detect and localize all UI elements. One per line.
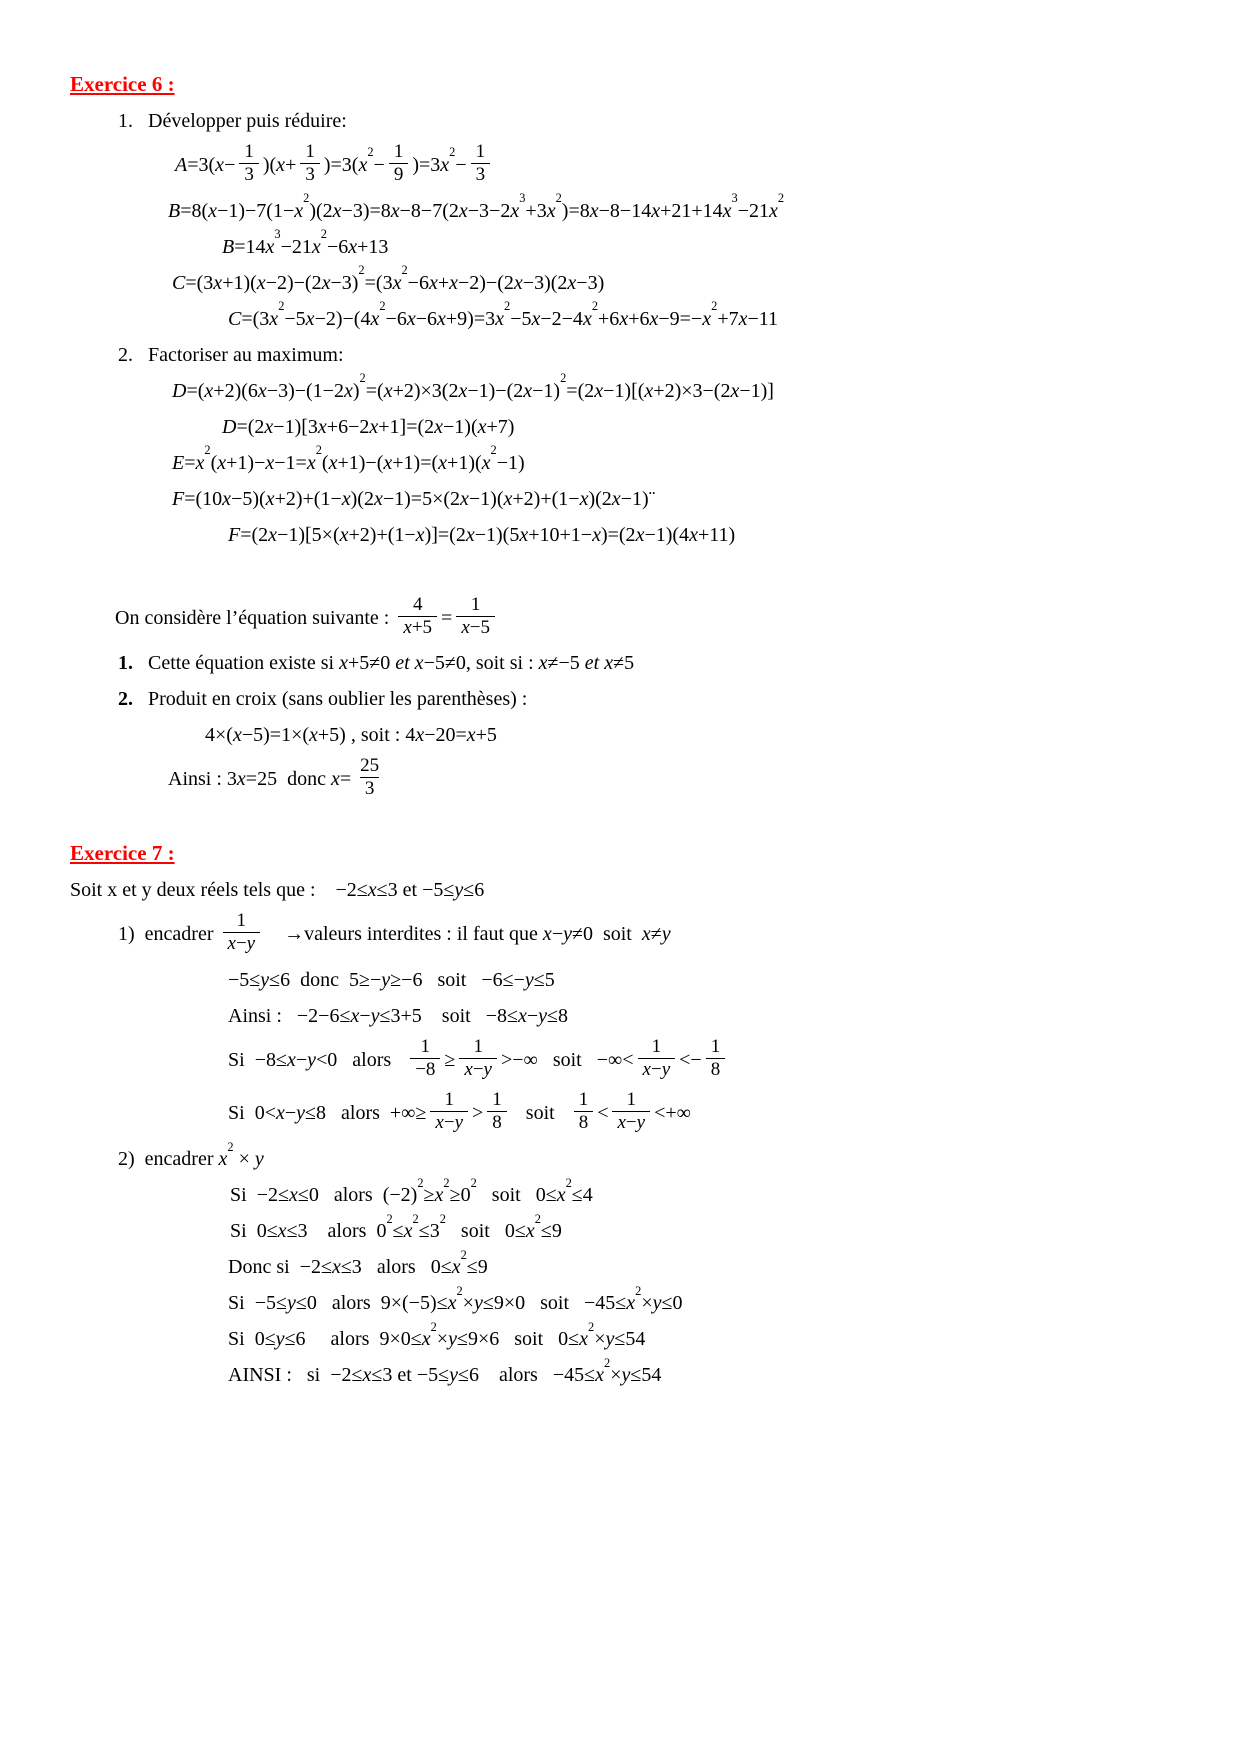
math-expression: $-45\le x^2\times y\le 54$	[552, 1355, 662, 1387]
math-expression: x+5	[403, 616, 433, 638]
text-run: 2) encadrer	[118, 1148, 219, 1171]
math-expression: 3	[305, 163, 315, 185]
math-expression: 1	[444, 1089, 454, 1111]
text-run	[264, 923, 284, 945]
math-expression: )$=3(x^2-$	[323, 145, 385, 176]
math-expression: )(x+	[262, 153, 297, 176]
math-expression: >	[472, 1102, 484, 1125]
math-expression: $(-2)^2\ge x^2\ge 0^2$	[382, 1175, 477, 1207]
math-line	[228, 299, 1240, 333]
math-expression: $B=8(x-1)-7(1-x^2)(2x-3)=8x-8-7(2x-3-2x^3+3x^2)=8x-8-14x+21+14x^3-21x^2$	[168, 191, 785, 222]
text-run: valeurs interdites : il faut que	[304, 923, 543, 945]
math-line	[228, 1089, 1240, 1137]
section-exercice-6	[0, 70, 1240, 549]
math-line	[228, 1003, 1240, 1030]
math-expression: x−y	[464, 1058, 492, 1080]
text-run: AINSI : si	[228, 1364, 331, 1387]
math-expression: 4	[412, 593, 423, 615]
math-line	[118, 342, 1240, 369]
math-expression: 1	[651, 1035, 662, 1057]
math-expression: >−∞	[500, 1048, 538, 1071]
math-expression: x−y	[435, 1112, 464, 1134]
math-expression: −8≤x−y≤8	[485, 1004, 568, 1027]
math-line	[168, 191, 1240, 225]
text-run: Produit en croix (sans oublier les parenthèses) :	[133, 688, 528, 711]
math-expression: $9\times(-5)\le x^2\times y\le 9\times 0$	[380, 1283, 526, 1315]
text-run: et	[397, 879, 423, 902]
math-expression: 1	[710, 1035, 721, 1057]
math-expression: x−y	[617, 1112, 646, 1134]
math-expression: −8≤x−y<0	[254, 1048, 338, 1071]
text-run: Si	[228, 1102, 255, 1125]
text-run: Si	[228, 1328, 255, 1351]
math-expression: $9\times 0\le x^2\times y\le 9\times 6$	[379, 1319, 500, 1351]
math-expression: −5≤y≤0	[254, 1292, 317, 1315]
math-line	[230, 1211, 1240, 1245]
math-expression: 8	[578, 1112, 589, 1134]
math-expression: $C=(3x^2-5x-2)-(4x^2-6x-6x+9)=3x^2-5x-2-4x^2+6x+6x-9=-x^2+7x-11$	[228, 299, 779, 330]
math-expression: 0≤x≤3	[256, 1220, 308, 1243]
exercise-heading-label: Exercice 6 :	[70, 72, 175, 96]
math-expression: −5≤y≤6	[422, 879, 485, 902]
text-run: soit	[592, 923, 642, 945]
math-line	[228, 1247, 1240, 1281]
math-expression: )$=3x^2-$	[412, 145, 467, 176]
section-equation	[0, 593, 1240, 803]
text-run: On considère l’équation suivante :	[115, 606, 395, 629]
text-run: soit	[499, 1328, 559, 1351]
math-line	[172, 263, 1240, 297]
text-run: et	[392, 1364, 417, 1387]
text-run: Donc si	[228, 1256, 300, 1279]
fraction	[239, 141, 259, 186]
math-expression: $x^2 \times y$	[218, 1139, 264, 1171]
math-expression: 9	[393, 163, 404, 185]
math-line	[228, 522, 1240, 549]
fraction	[223, 910, 261, 955]
text-run: Si	[230, 1184, 257, 1207]
text-run: Si	[228, 1292, 255, 1315]
text-run: alors	[316, 1292, 381, 1315]
fraction	[398, 594, 437, 639]
section-exercice-7	[0, 839, 1240, 1389]
math-line	[205, 722, 1240, 749]
math-expression: $B=14x^3-21x^2-6x+13$	[222, 227, 389, 258]
text-run: Si	[230, 1220, 257, 1243]
fraction	[300, 141, 320, 186]
math-expression: ≥	[444, 1048, 456, 1071]
text-run: soit	[476, 1184, 536, 1207]
math-expression: 5≥−y≥−6	[349, 968, 423, 991]
math-line	[172, 486, 1240, 513]
math-expression: 4x−20=x+5	[405, 724, 497, 747]
math-expression: −2≤x≤3	[299, 1256, 362, 1279]
text-run: alors	[305, 1328, 380, 1351]
math-expression: x=	[330, 768, 352, 791]
text-run: Si	[228, 1048, 255, 1071]
math-expression: −2−6≤x−y≤3+5	[296, 1004, 422, 1027]
fraction	[612, 1089, 650, 1134]
fraction	[410, 1036, 440, 1081]
text-run: donc	[277, 768, 331, 791]
math-line	[118, 650, 1240, 677]
fraction	[355, 755, 384, 800]
math-expression: $0\le x^2\le 9$	[504, 1211, 562, 1243]
math-expression: 8	[492, 1112, 502, 1134]
math-expression: 1	[578, 1089, 589, 1111]
math-expression: $-45\le x^2\times y\le 0$	[584, 1283, 683, 1315]
math-expression: x≠y	[641, 923, 671, 945]
text-run: 1. Développer puis réduire:	[118, 110, 347, 132]
math-expression: <−	[679, 1048, 702, 1071]
math-line	[175, 141, 1240, 189]
math-expression: 1	[393, 141, 404, 162]
text-run: 1) encadrer	[118, 923, 219, 945]
math-expression: 1	[244, 141, 254, 162]
math-expression: +∞≥	[389, 1102, 427, 1125]
math-expression: D=(2x−1)[3x+6−2x+1]=(2x−1)(x+7)	[222, 415, 515, 438]
math-expression: 25	[360, 755, 380, 777]
fraction	[389, 141, 409, 186]
math-expression: x≠−5 et x≠5	[538, 652, 635, 675]
math-expression: 1	[492, 1089, 502, 1111]
math-expression: −5≤y≤6	[228, 968, 291, 991]
math-line	[118, 1139, 1240, 1173]
math-expression: 1	[236, 910, 247, 932]
math-expression: $0^2\le x^2\le 3^2$	[376, 1211, 446, 1243]
arrow-icon: →	[284, 923, 305, 945]
math-expression: F=(10x−5)(x+2)+(1−x)(2x−1)=5×(2x−1)(x+2)+(1−x)(2x−1)¨	[172, 487, 656, 510]
math-expression: 3	[475, 163, 486, 185]
math-line	[70, 877, 1240, 904]
math-expression: F=(2x−1)[5×(x+2)+(1−x)]=(2x−1)(5x+10+1−x)=(2x−1)(4x+11)	[228, 523, 736, 546]
fraction	[430, 1089, 468, 1134]
math-line	[228, 967, 1240, 994]
text-run: soit	[422, 968, 482, 991]
math-line	[222, 227, 1240, 261]
math-expression: 0≤y≤6	[254, 1328, 306, 1351]
text-run: , soit si :	[465, 652, 539, 675]
math-expression: −5≤y≤6	[416, 1364, 479, 1387]
math-expression: $D=(x+2)(6x-3)-(1-2x)^2=(x+2)\times 3(2x-1)-(2x-1)^2=(2x-1)[(x+2)\times 3-(2x-1)]$	[172, 371, 774, 402]
math-expression: <	[597, 1102, 609, 1125]
math-expression: x−y	[227, 932, 256, 954]
text-run: donc	[290, 968, 350, 991]
bold-text-run: 1.	[118, 652, 133, 675]
math-expression: 1	[473, 1035, 483, 1057]
exercise-heading-label: Exercice 7 :	[70, 841, 175, 866]
text-run: 2. Factoriser au maximum:	[118, 343, 344, 366]
text-run: , soit :	[345, 724, 406, 747]
math-line	[230, 1175, 1240, 1209]
math-expression: $0\le x^2\times y\le 54$	[558, 1319, 646, 1351]
math-line	[118, 910, 1240, 958]
exercise-heading	[70, 70, 1240, 99]
math-line	[118, 108, 1240, 135]
document-content	[0, 70, 1240, 1389]
fraction	[574, 1089, 594, 1134]
math-expression: 3	[364, 778, 375, 800]
math-expression: =	[441, 606, 453, 629]
text-run: soit	[445, 1220, 505, 1243]
math-expression: −6≤−y≤5	[481, 968, 555, 991]
math-expression: 1	[475, 141, 486, 162]
math-line	[168, 755, 1240, 803]
math-expression: $C=(3x+1)(x-2)-(2x-3)^2=(3x^2-6x+x-2)-(2x-3)(2x-3)$	[172, 263, 605, 294]
bold-text-run: 2.	[118, 688, 133, 711]
text-run: alors	[337, 1048, 407, 1071]
text-run: alors	[326, 1102, 390, 1125]
math-line	[222, 414, 1240, 441]
math-line	[228, 1283, 1240, 1317]
text-run: soit	[510, 1102, 570, 1125]
math-expression: x−y	[642, 1058, 671, 1080]
text-run: Soit x et y deux réels tels que :	[70, 879, 336, 902]
text-run: soit	[537, 1048, 597, 1071]
text-run: alors	[478, 1364, 553, 1387]
fraction	[706, 1036, 726, 1081]
math-line	[228, 1355, 1240, 1389]
fraction	[638, 1036, 676, 1081]
fraction	[471, 141, 491, 186]
fraction	[456, 594, 495, 639]
math-expression: 1	[626, 1089, 637, 1111]
math-expression: 0<x−y≤8	[254, 1102, 327, 1125]
text-run: soit	[525, 1292, 585, 1315]
math-expression: $0\le x^2\le 9$	[430, 1247, 488, 1279]
math-expression: −2≤x≤3	[335, 879, 398, 902]
fraction	[459, 1036, 497, 1081]
math-line	[172, 443, 1240, 477]
math-line	[115, 593, 1240, 642]
math-expression: $E=x^2(x+1)-x-1=x^2(x+1)-(x+1)=(x+1)(x^2-1)$	[172, 443, 525, 474]
math-line	[172, 371, 1240, 405]
math-expression: x+5≠0 et x−5≠0	[339, 652, 466, 675]
math-expression: −2≤x≤3	[330, 1364, 393, 1387]
text-run: Ainsi :	[228, 1004, 297, 1027]
math-expression: 1	[470, 593, 481, 615]
text-run: Cette équation existe si	[133, 652, 340, 675]
math-expression: 1	[420, 1035, 431, 1057]
text-run: Ainsi :	[168, 768, 227, 791]
math-expression: 8	[710, 1058, 721, 1080]
math-expression: x−5	[461, 616, 490, 638]
math-expression: 1	[305, 141, 315, 162]
math-line	[118, 686, 1240, 713]
math-expression: 4×(x−5)=1×(x+5)	[205, 724, 346, 747]
math-expression: −8	[415, 1058, 436, 1080]
text-run: alors	[361, 1256, 431, 1279]
math-expression: $0\le x^2\le 4$	[535, 1175, 593, 1207]
math-expression: 3x=25	[226, 768, 278, 791]
text-run: alors	[307, 1220, 377, 1243]
math-line	[228, 1319, 1240, 1353]
text-run: alors	[318, 1184, 383, 1207]
math-expression: 3	[244, 163, 254, 185]
exercise-heading	[70, 839, 1240, 868]
math-expression: −∞<	[596, 1048, 634, 1071]
text-run: soit	[421, 1004, 486, 1027]
fraction	[487, 1089, 507, 1134]
math-expression: <+∞	[654, 1102, 691, 1125]
math-expression: A=3(x−	[175, 153, 236, 176]
math-expression: −2≤x≤0	[256, 1184, 319, 1207]
math-line	[228, 1035, 1240, 1084]
math-expression: x−y≠0	[542, 923, 593, 945]
